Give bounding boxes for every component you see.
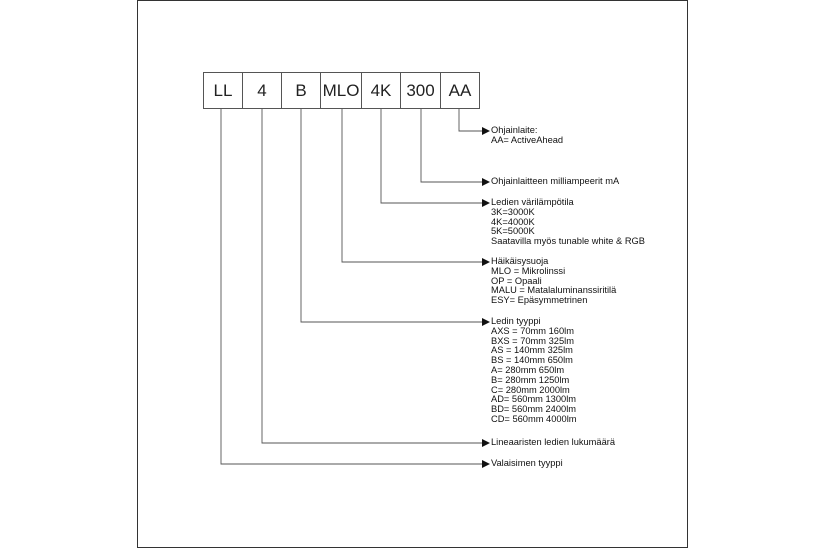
desc-line: Lineaaristen ledien lukumäärä: [491, 437, 616, 447]
desc-led-count: [491, 438, 615, 448]
desc-luminaire-type: [491, 459, 563, 469]
arrow-icon: [482, 318, 490, 326]
desc-line: C= 280mm 2000lm: [491, 384, 570, 395]
desc-line: Ledin tyyppi: [491, 316, 541, 326]
desc-line: 3K=3000K: [491, 206, 535, 217]
desc-line: Ledien värilämpötila: [491, 197, 574, 207]
desc-line: Valaisimen tyyppi: [491, 458, 563, 468]
desc-line: Ohjainlaite:: [491, 125, 538, 135]
connector-glare: [342, 109, 482, 262]
code-label: 4: [257, 80, 267, 100]
connector-temp: [381, 109, 482, 203]
arrow-icon: [482, 439, 490, 447]
desc-glare-shield: [491, 257, 616, 306]
connector-type: [301, 109, 482, 322]
desc-line: B= 280mm 1250lm: [491, 374, 570, 385]
desc-line: AA= ActiveAhead: [491, 134, 564, 145]
connector-aa: [459, 109, 482, 131]
desc-line: AD= 560mm 1300lm: [491, 394, 577, 405]
desc-line: AXS = 70mm 160lm: [491, 325, 574, 336]
desc-line: Ohjainlaitteen milliampeerit mA: [491, 176, 620, 186]
desc-line: OP = Opaali: [491, 275, 542, 286]
code-label: 300: [406, 80, 435, 100]
arrow-icon: [482, 178, 490, 186]
arrow-icon: [482, 127, 490, 135]
desc-line: Saatavilla myös tunable white & RGB: [491, 236, 645, 247]
desc-color-temp: [491, 198, 645, 247]
desc-line: AS = 140mm 325lm: [491, 345, 573, 356]
connector-count: [262, 109, 482, 443]
arrow-icon: [482, 258, 490, 266]
desc-line: BS = 140mm 650lm: [491, 355, 573, 366]
desc-line: ESY= Epäsymmetrinen: [491, 295, 588, 306]
desc-led-type: [491, 317, 577, 425]
desc-line: Häikäisysuoja: [491, 256, 549, 266]
desc-line: BD= 560mm 2400lm: [491, 404, 577, 415]
arrow-icon: [482, 460, 490, 468]
desc-line: CD= 560mm 4000lm: [491, 413, 577, 424]
desc-line: MLO = Mikrolinssi: [491, 265, 566, 276]
desc-line: 4K=4000K: [491, 216, 535, 227]
code-label: LL: [213, 80, 233, 100]
desc-line: A= 280mm 650lm: [491, 364, 565, 375]
code-label: MLO: [322, 80, 360, 100]
desc-controller: [491, 126, 563, 146]
desc-milliamps: [491, 177, 619, 187]
code-label: AA: [448, 80, 472, 100]
arrow-icon: [482, 199, 490, 207]
connector-ma: [421, 109, 482, 182]
code-label: 4K: [370, 80, 392, 100]
desc-line: 5K=5000K: [491, 226, 535, 237]
desc-line: BXS = 70mm 325lm: [491, 335, 574, 346]
connector-luminaire: [221, 109, 482, 464]
code-label: B: [295, 80, 307, 100]
desc-line: MALU = Matalaluminanssiritilä: [491, 285, 617, 296]
